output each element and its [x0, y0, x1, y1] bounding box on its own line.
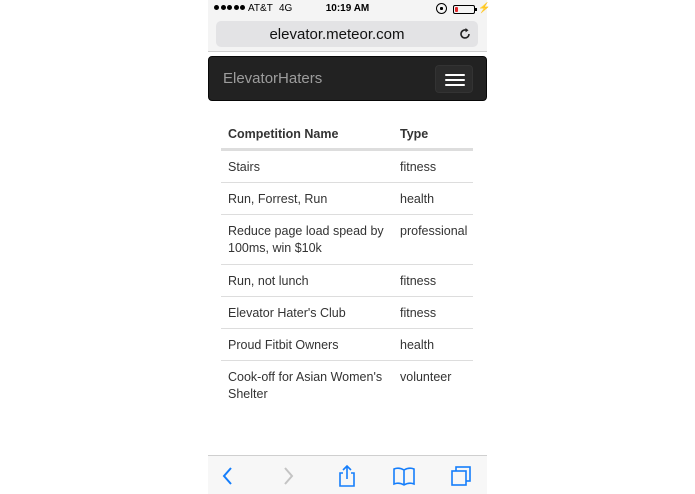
competition-name: Elevator Hater's Club	[228, 306, 346, 320]
table-header	[221, 118, 473, 150]
competition-name: Proud Fitbit Owners	[228, 338, 339, 352]
brand-link[interactable]: ElevatorHaters	[223, 70, 323, 87]
competition-type: health	[400, 338, 435, 352]
carrier-name: AT&T	[248, 3, 273, 14]
competition-name: Cook-off for Asian Women's Shelter	[228, 370, 383, 401]
competition-type: fitness	[400, 274, 437, 288]
status-bar	[208, 0, 491, 18]
charging-icon: ⚡	[478, 3, 491, 14]
orientation-lock-icon	[436, 3, 447, 14]
browser-toolbar	[208, 455, 487, 494]
table-row	[221, 264, 473, 296]
competition-type: professional	[400, 224, 468, 238]
competition-name: Reduce page load spead by 100ms, win $10k	[228, 224, 384, 255]
table-row	[221, 214, 473, 264]
competition-type: volunteer	[400, 370, 452, 384]
table-row	[221, 328, 473, 360]
table-row	[221, 360, 473, 410]
menu-toggle-button[interactable]	[435, 65, 473, 93]
battery-icon	[453, 5, 475, 14]
address-bar-area	[208, 18, 487, 52]
navbar	[208, 56, 487, 101]
table-row	[221, 150, 473, 182]
table-row	[221, 182, 473, 214]
competition-name: Run, not lunch	[228, 274, 309, 288]
competition-type: fitness	[400, 160, 437, 174]
tabs-icon[interactable]	[449, 464, 473, 488]
phone-screen	[208, 0, 491, 494]
status-time: 10:19 AM	[325, 3, 370, 14]
competition-name: Stairs	[228, 160, 260, 174]
network-type: 4G	[279, 3, 293, 14]
competition-name: Run, Forrest, Run	[228, 192, 328, 206]
forward-icon[interactable]	[276, 464, 300, 488]
competitions-table	[221, 118, 473, 410]
back-icon[interactable]	[216, 464, 240, 488]
address-bar[interactable]	[216, 21, 478, 47]
url-text[interactable]: elevator.meteor.com	[269, 26, 405, 43]
share-icon[interactable]	[335, 464, 359, 488]
column-header-type: Type	[400, 127, 429, 141]
competition-type: fitness	[400, 306, 437, 320]
competition-type: health	[400, 192, 435, 206]
bookmarks-icon[interactable]	[392, 464, 416, 488]
reload-icon[interactable]	[458, 27, 472, 46]
table-row	[221, 296, 473, 328]
column-header-name: Competition Name	[228, 127, 339, 141]
